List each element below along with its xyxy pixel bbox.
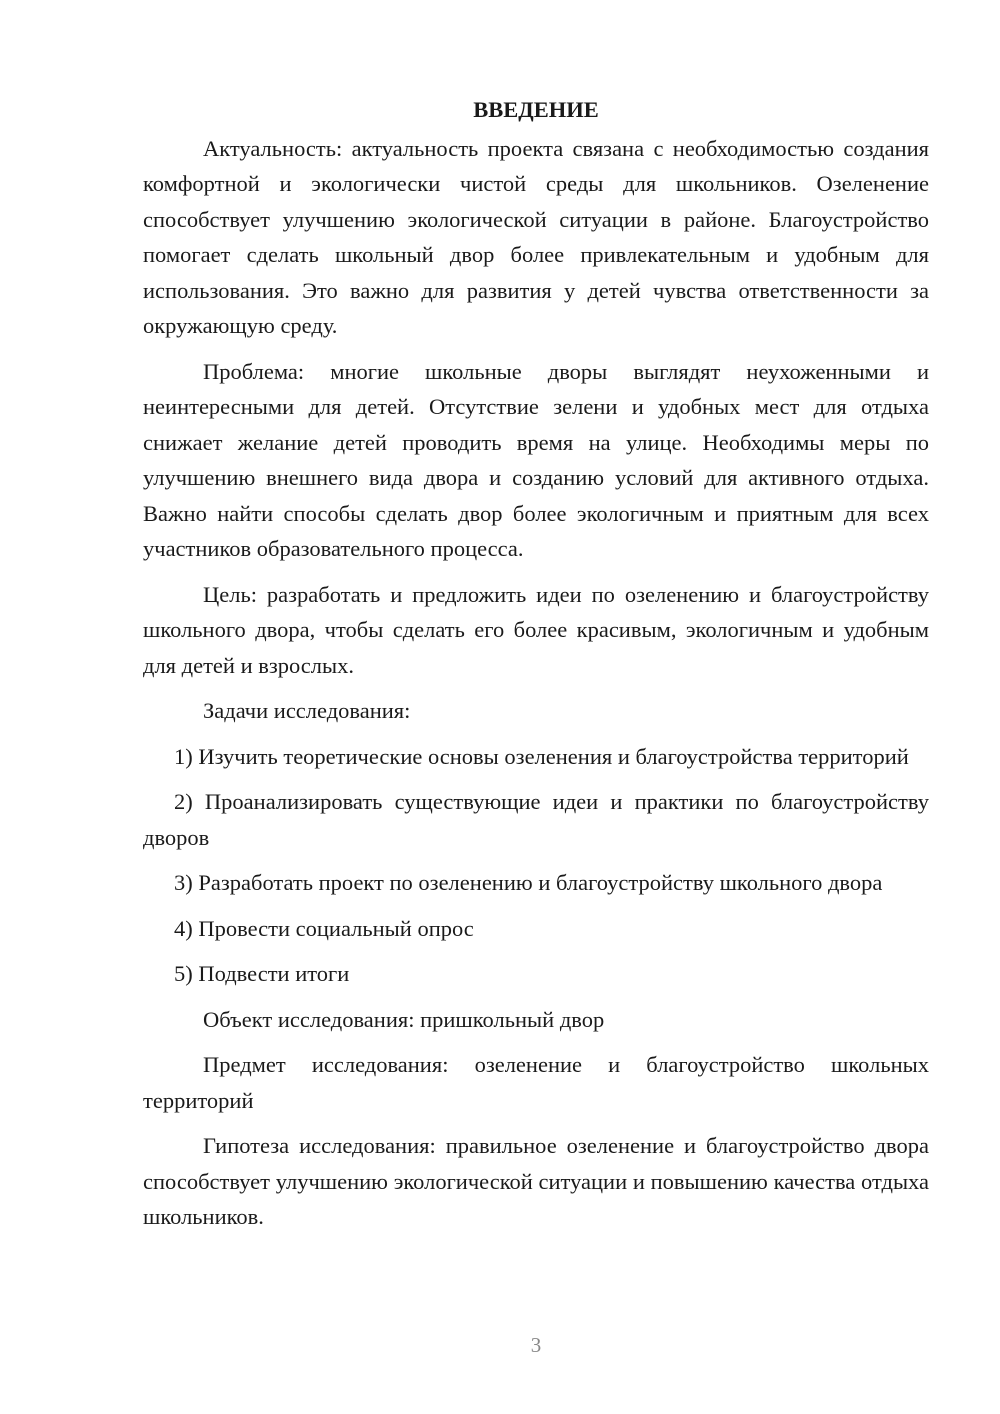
tasks-list — [143, 739, 929, 992]
goal-paragraph: Цель: разработать и предложить идеи по озеленению и благоустройству школьного двора, чтобы сделать его более красивым, экологичным и удобным для детей и взрослых. — [143, 581, 929, 678]
task-item-2: 2) Проанализировать существующие идеи и практики по благоустройству дворов — [143, 789, 929, 850]
task-item-4: 4) Провести социальный опрос — [174, 915, 474, 941]
object-paragraph: Объект исследования: пришкольный двор — [203, 1006, 605, 1032]
page-number: 3 — [530, 1333, 542, 1357]
task-item-3: 3) Разработать проект по озеленению и благоустройству школьного двора — [174, 870, 883, 895]
section-heading: ВВЕДЕНИЕ — [473, 97, 599, 122]
subject-paragraph: Предмет исследования: озеленение и благоустройство школьных территорий — [143, 1052, 929, 1113]
hypothesis-paragraph: Гипотеза исследования: правильное озеленение и благоустройство двора способствует улучшению экологической ситуации и повышению качества отдыха школьников. — [143, 1133, 929, 1229]
page-content — [143, 92, 929, 1235]
task-item-1: 1) Изучить теоретические основы озеленения и благоустройства территорий — [174, 743, 909, 769]
actuality-paragraph: Актуальность: актуальность проекта связана с необходимостью создания комфортной и экологически чистой среды для школьников. Озеленение способствует улучшению экологической ситуации в районе. Благоустройство помогает сделать школьный двор более привлекательным и удобным для использования. Это важно для развития у детей чувства ответственности за окружающую среду. — [143, 135, 929, 338]
task-item-5: 5) Подвести итоги — [174, 961, 350, 986]
tasks-title: Задачи исследования: — [203, 698, 411, 723]
problem-paragraph: Проблема: многие школьные дворы выглядят неухоженными и неинтересными для детей. Отсутствие зелени и удобных мест для отдыха снижает желание детей проводить время на улице. Необходимы меры по улучшению внешнего вида двора и созданию условий для активного отдыха. Важно найти способы сделать двор более экологичным и приятным для всех участников образовательного процесса. — [143, 358, 929, 561]
